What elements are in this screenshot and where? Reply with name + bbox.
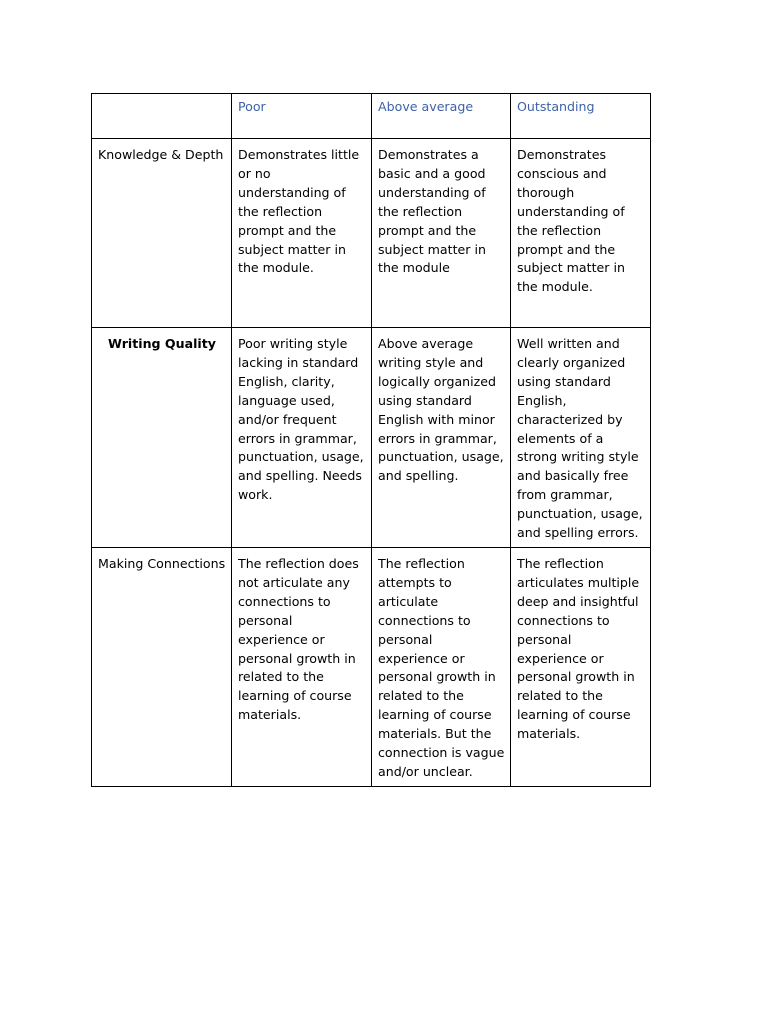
header-cell-outstanding: Outstanding bbox=[511, 94, 651, 139]
cell-writing-poor: Poor writing style lacking in standard English, clarity, language used, and/or frequent errors in grammar, punctuation, usage, and spelling. Needs work. bbox=[232, 328, 372, 548]
header-row bbox=[92, 94, 651, 139]
row-label-writing-quality: Writing Quality bbox=[92, 328, 232, 548]
table-row-writing-quality bbox=[92, 328, 651, 548]
cell-connections-outstanding: The reflection articulates multiple deep and insightful connections to personal experience or personal growth in related to the learning of course materials. bbox=[511, 547, 651, 786]
cell-writing-above-average: Above average writing style and logically organized using standard English with minor errors in grammar, punctuation, usage, and spelling. bbox=[372, 328, 511, 548]
row-label-knowledge-depth: Knowledge & Depth bbox=[92, 139, 232, 328]
cell-connections-poor: The reflection does not articulate any connections to personal experience or personal growth in related to the learning of course materials. bbox=[232, 547, 372, 786]
cell-knowledge-above-average: Demonstrates a basic and a good understanding of the reflection prompt and the subject matter in the module bbox=[372, 139, 511, 328]
cell-writing-outstanding: Well written and clearly organized using standard English, characterized by elements of a strong writing style and basically free from grammar, punctuation, usage, and spelling errors. bbox=[511, 328, 651, 548]
table-row-making-connections bbox=[92, 547, 651, 786]
row-label-making-connections: Making Connections bbox=[92, 547, 232, 786]
cell-connections-above-average: The reflection attempts to articulate connections to personal experience or personal growth in related to the learning of course materials. But the connection is vague and/or unclear. bbox=[372, 547, 511, 786]
cell-knowledge-poor: Demonstrates little or no understanding of the reflection prompt and the subject matter in the module. bbox=[232, 139, 372, 328]
header-cell-poor: Poor bbox=[232, 94, 372, 139]
header-cell-empty bbox=[92, 94, 232, 139]
rubric-table bbox=[91, 93, 651, 787]
table-row-knowledge-depth bbox=[92, 139, 651, 328]
header-cell-above-average: Above average bbox=[372, 94, 511, 139]
cell-knowledge-outstanding: Demonstrates conscious and thorough understanding of the reflection prompt and the subject matter in the module. bbox=[511, 139, 651, 328]
